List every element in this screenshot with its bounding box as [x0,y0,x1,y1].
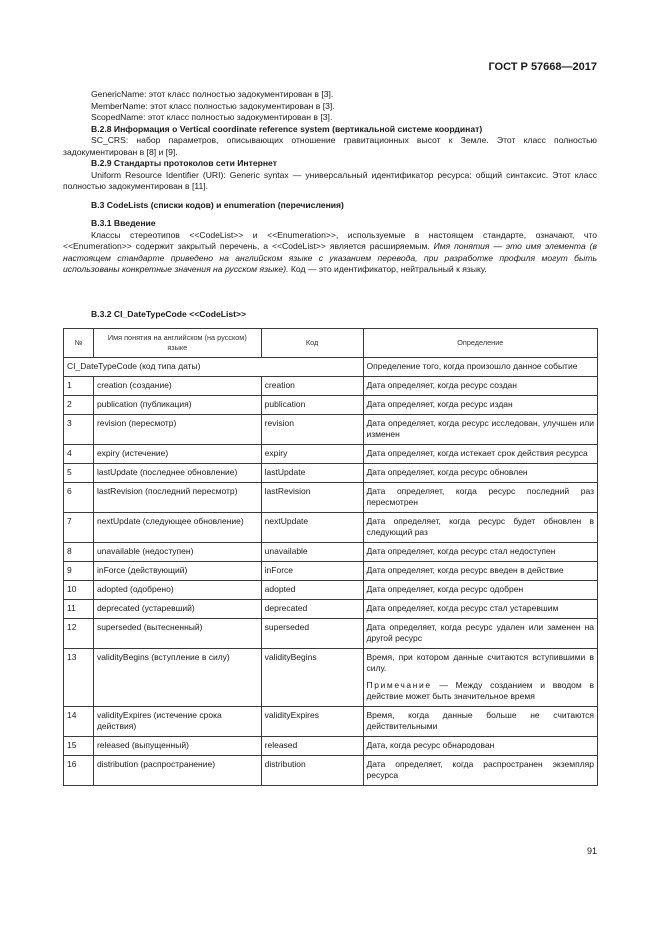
row-name-cell: creation (создание) [93,377,261,396]
class-name-cell: CI_DateTypeCode (код типа даты) [64,358,364,377]
row-number-cell: 10 [64,581,94,600]
row-definition-cell: Дата определяет, когда ресурс издан [363,396,597,415]
page-number: 91 [586,846,597,856]
row-name-cell: validityExpires (истечение срока действия) [93,707,261,737]
header-definition: Определение [363,329,597,358]
table-row [64,513,598,543]
scoped-name-paragraph: ScopedName: этот класс полностью задокументирован в [3]. [91,112,333,122]
row-definition-cell: Дата, когда ресурс обнародован [363,737,597,756]
row-name-cell: lastRevision (последний пересмотр) [93,483,261,513]
row-code-cell: distribution [261,756,363,786]
row-code-cell: inForce [261,562,363,581]
b31-text-part-a: Классы стереотипов <<CodeList>> и <<Enumeration>>, используемые в настоящем стандарте, означают, что <<Enumeration>> содержит закрытый перечень, а <<CodeList>> является расширяемым. [63,229,597,251]
row-code-cell: creation [261,377,363,396]
section-b3-heading: B.3 CodeLists (списки кодов) и enumeration (перечисления) [91,199,344,210]
section-b28-heading: B.2.8 Информация о Vertical coordinate reference system (вертикальной системе координат) [91,123,483,134]
generic-name-paragraph: GenericName: этот класс полностью задокументирован в [3]. [91,89,334,99]
row-number-cell: 5 [64,464,94,483]
table-row [64,581,598,600]
row-code-cell: lastUpdate [261,464,363,483]
table-row [64,707,598,737]
table-row [64,619,598,649]
section-b31-text [63,230,597,276]
row-definition-cell [363,649,597,707]
section-b28-text: SC_CRS: набор параметров, описывающих отношение гравитационных высот к Земле. Этот класс полностью задокументирован в [8] и [9]. [63,135,597,157]
table-row [64,543,598,562]
row-definition-cell: Дата определяет, когда ресурс удален или заменен на другой ресурс [363,619,597,649]
table-row [64,756,598,786]
row-definition-cell: Дата определяет, когда ресурс введен в действие [363,562,597,581]
row-code-cell: expiry [261,445,363,464]
row-code-cell: deprecated [261,600,363,619]
row-name-cell: nextUpdate (следующее обновление) [93,513,261,543]
row-name-cell: released (выпущенный) [93,737,261,756]
row-number-cell: 12 [64,619,94,649]
header-num: № [64,329,94,358]
table-header-row [64,329,598,358]
body-text [63,89,597,276]
row-definition-cell: Время, когда данные больше не считаются действительными [363,707,597,737]
row-name-cell: unavailable (недоступен) [93,543,261,562]
row-code-cell: adopted [261,581,363,600]
table-body [64,377,598,786]
row-code-cell: lastRevision [261,483,363,513]
row-number-cell: 14 [64,707,94,737]
row-code-cell: superseded [261,619,363,649]
row-number-cell: 6 [64,483,94,513]
row-code-cell: released [261,737,363,756]
header-code: Код [261,329,363,358]
row-code-cell: unavailable [261,543,363,562]
note-label: Примечание [366,680,432,690]
row-code-cell: nextUpdate [261,513,363,543]
table-row [64,600,598,619]
class-definition-cell: Определение того, когда произошло данное событие [363,358,597,377]
row-definition-cell: Дата определяет, когда ресурс стал недоступен [363,543,597,562]
row-definition-cell: Дата определяет, когда ресурс будет обновлен в следующий раз [363,513,597,543]
row-name-cell: publication (публикация) [93,396,261,415]
row-name-cell: revision (пересмотр) [93,415,261,445]
row-name-cell: superseded (вытесненный) [93,619,261,649]
section-b29-text: Uniform Resource Identifier (URI): Generic syntax — универсальный идентификатор ресурса: общий синтаксис. Этот класс полностью задокументирован в [11]. [63,169,597,191]
row-definition-cell: Дата определяет, когда истекает срок действия ресурса [363,445,597,464]
table-title: B.3.2 CI_DateTypeCode <<CodeList>> [91,309,247,319]
b31-text-italic: Имя понятия — это имя элемента (в настоящем стандарте приведено на английском языке с указанием перевода, при разработке профиля могут быть использованы конкретные значения на русском языке). [63,241,597,274]
row-name-cell: adopted (одобрено) [93,581,261,600]
row-name-cell: validityBegins (вступление в силу) [93,649,261,707]
definition-text: Время, при котором данные считаются вступившими в силу. [366,652,594,673]
row-definition-cell: Дата определяет, когда ресурс создан [363,377,597,396]
table-row [64,464,598,483]
row-definition-cell: Дата определяет, когда ресурс последний раз пересмотрен [363,483,597,513]
section-b29-heading: B.2.9 Стандарты протоколов сети Интернет [91,158,277,168]
table-row [64,415,598,445]
row-number-cell: 2 [64,396,94,415]
row-number-cell: 3 [64,415,94,445]
codelist-table [63,328,598,786]
row-definition-cell: Дата определяет, когда ресурс обновлен [363,464,597,483]
row-number-cell: 13 [64,649,94,707]
row-number-cell: 8 [64,543,94,562]
definition-note [367,680,594,702]
row-number-cell: 16 [64,756,94,786]
row-code-cell: revision [261,415,363,445]
row-number-cell: 11 [64,600,94,619]
row-definition-cell: Дата определяет, когда распространен экземпляр ресурса [363,756,597,786]
row-code-cell: validityBegins [261,649,363,707]
row-name-cell: deprecated (устаревший) [93,600,261,619]
row-number-cell: 7 [64,513,94,543]
row-number-cell: 9 [64,562,94,581]
table-row [64,737,598,756]
row-number-cell: 1 [64,377,94,396]
header-name: Имя понятия на английском (на русском) языке [93,329,261,358]
page-header: ГОСТ Р 57668—2017 [488,61,597,73]
table-row [64,445,598,464]
section-b31-heading: B.3.1 Введение [91,218,156,228]
table-row [64,377,598,396]
member-name-paragraph: MemberName: этот класс полностью задокументирован в [3]. [91,100,335,111]
b31-text-part-b: Код — это идентификатор, нейтральный к языку. [288,264,487,274]
class-row [64,358,598,377]
row-code-cell: publication [261,396,363,415]
row-number-cell: 4 [64,445,94,464]
row-name-cell: distribution (распространение) [93,756,261,786]
row-number-cell: 15 [64,737,94,756]
row-name-cell: expiry (истечение) [93,445,261,464]
row-definition-cell: Дата определяет, когда ресурс исследован, улучшен или изменен [363,415,597,445]
table-row [64,396,598,415]
table-row [64,483,598,513]
row-definition-cell: Дата определяет, когда ресурс одобрен [363,581,597,600]
row-name-cell: inForce (действующий) [93,562,261,581]
table-row [64,562,598,581]
row-definition-cell: Дата определяет, когда ресурс стал устаревшим [363,600,597,619]
row-code-cell: validityExpires [261,707,363,737]
row-name-cell: lastUpdate (последнее обновление) [93,464,261,483]
table-row [64,649,598,707]
note-text: — Между созданием и вводом в действие может быть значительное время [366,680,594,701]
